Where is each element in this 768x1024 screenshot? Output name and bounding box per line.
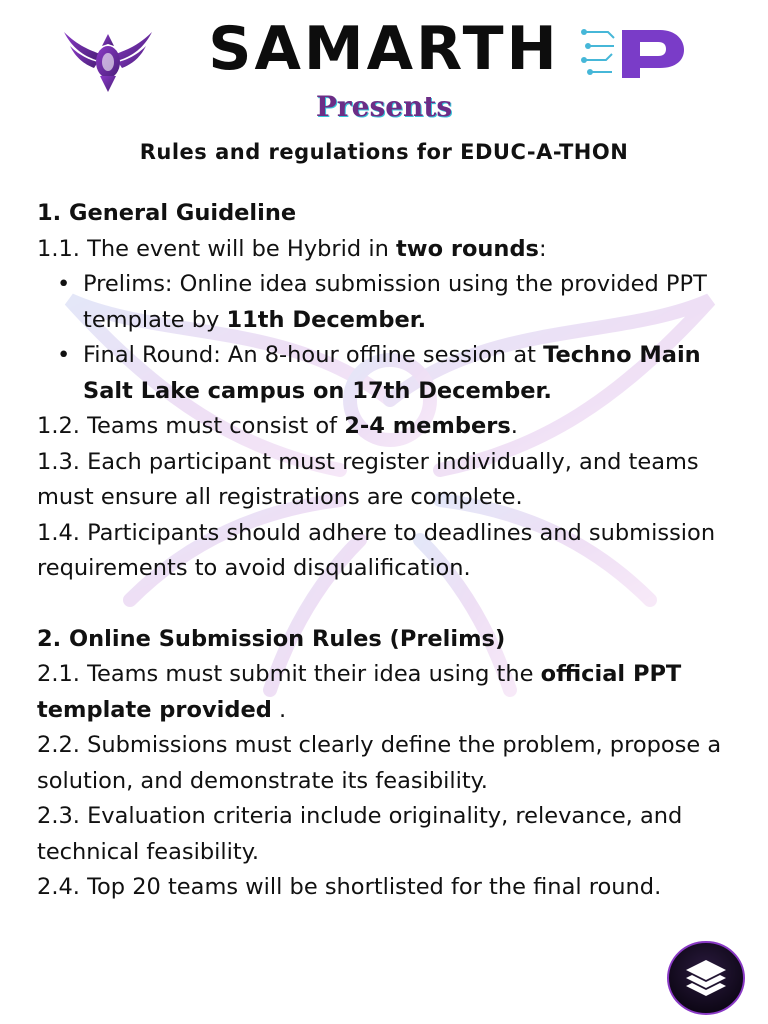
rule-2-3: 2.3. Evaluation criteria include originality, relevance, and technical feasibility. <box>37 803 683 865</box>
rules-content <box>37 196 737 906</box>
list-item-prelims: • Prelims: Online idea submission using the provided PPT template by 11th December. <box>57 271 707 333</box>
section-heading-general: 1. General Guideline <box>37 200 297 226</box>
rule-2-1: 2.1. Teams must submit their idea using the official PPT template provided . <box>37 661 682 723</box>
rule-2-4: 2.4. Top 20 teams will be shortlisted for the final round. <box>37 874 662 900</box>
rounds-list <box>37 267 737 409</box>
presents-label: Presents <box>315 90 453 123</box>
rule-1-2: 1.2. Teams must consist of 2-4 members. <box>37 413 518 439</box>
rule-1-4: 1.4. Participants should adhere to deadlines and submission requirements to avoid disqualification. <box>37 519 716 581</box>
rule-1-3: 1.3. Each participant must register individually, and teams must ensure all registrations are complete. <box>37 448 699 510</box>
stacked-layers-logo-icon <box>666 940 746 1016</box>
page-title: SAMARTH <box>208 14 560 84</box>
rule-1-1: 1.1. The event will be Hybrid in two rounds: <box>37 235 547 262</box>
page-subtitle: Rules and regulations for EDUC-A-THON <box>139 140 629 164</box>
section-heading-online-submission: 2. Online Submission Rules (Prelims) <box>37 625 506 652</box>
rule-2-2: 2.2. Submissions must clearly define the problem, propose a solution, and demonstrate its feasibility. <box>37 732 722 794</box>
list-item-final-round: • Final Round: An 8-hour offline session at Techno Main Salt Lake campus on 17th December. <box>57 342 701 404</box>
circuit-p-logo-icon <box>580 24 690 80</box>
